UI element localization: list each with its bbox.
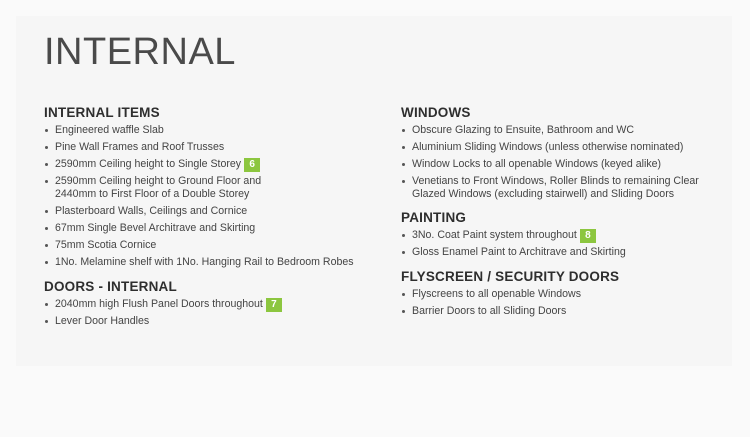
list-item [401,229,741,243]
list-item [44,222,384,235]
list-item [44,256,384,269]
section-heading: PAINTING [401,210,467,226]
list-item-text: Aluminium Sliding Windows (unless otherwise nominated) [412,141,684,154]
list-item-text: 2040mm high Flush Panel Doors throughout [55,297,263,310]
list-item-text: Window Locks to all openable Windows (keyed alike) [412,158,662,171]
list-item-text: Venetians to Front Windows, Roller Blinds to remaining Clear [412,175,699,188]
section-painting [401,209,741,259]
reference-badge: 7 [266,298,282,312]
section-windows [401,104,741,200]
list-item-text: 2590mm Ceiling height to Single Storey [55,158,242,171]
list-item [44,158,384,172]
list-item-text: Plasterboard Walls, Ceilings and Cornice [55,204,248,217]
section-heading: FLYSCREEN / SECURITY DOORS [401,268,620,284]
right-column [401,104,741,326]
list-item [44,315,384,328]
list-item-text: 75mm Scotia Cornice [55,238,157,251]
item-list [401,229,741,259]
list-item-text: 2590mm Ceiling height to Ground Floor and [55,175,262,188]
list-item-text: 1No. Melamine shelf with 1No. Hanging Rail to Bedroom Robes [55,256,354,269]
list-item-text: Pine Wall Frames and Roof Trusses [55,141,225,154]
section-doors-internal [44,278,384,328]
list-item-text: Obscure Glazing to Ensuite, Bathroom and WC [412,124,634,136]
list-item [44,298,384,312]
reference-badge: 6 [244,158,260,172]
list-item [401,141,741,154]
list-item-text: 3No. Coat Paint system throughout [412,229,577,242]
section-flyscreen-security-doors [401,268,741,318]
item-list [44,124,384,269]
list-item [44,239,384,252]
list-item [401,288,741,301]
page-title: INTERNAL [44,31,236,73]
reference-badge: 8 [580,229,596,243]
list-item [44,124,384,137]
list-item-text: 67mm Single Bevel Architrave and Skirting [55,221,256,234]
list-item-text: Flyscreens to all openable Windows [412,287,581,300]
item-list [401,288,741,318]
item-list [401,124,741,200]
list-item-text: Lever Door Handles [55,314,150,327]
list-item-text: Glazed Windows (excluding stairwell) and Sliding Doors [412,187,675,200]
list-item-text: Barrier Doors to all Sliding Doors [412,304,567,317]
section-internal-items [44,104,384,269]
item-list [44,298,384,328]
list-item-text: 2440mm to First Floor of a Double Storey [55,187,250,200]
section-heading: DOORS - INTERNAL [44,278,177,294]
list-item [401,158,741,171]
list-item [401,124,741,137]
left-column [44,104,384,336]
list-item-text: Gloss Enamel Paint to Architrave and Skirting [412,246,626,259]
section-heading: WINDOWS [401,105,471,120]
section-heading: INTERNAL ITEMS [44,105,160,120]
list-item [401,305,741,318]
list-item [401,175,741,200]
list-item-text: Engineered waffle Slab [55,124,164,136]
list-item [401,246,741,259]
list-item [44,205,384,218]
list-item [44,141,384,154]
list-item [44,175,384,200]
